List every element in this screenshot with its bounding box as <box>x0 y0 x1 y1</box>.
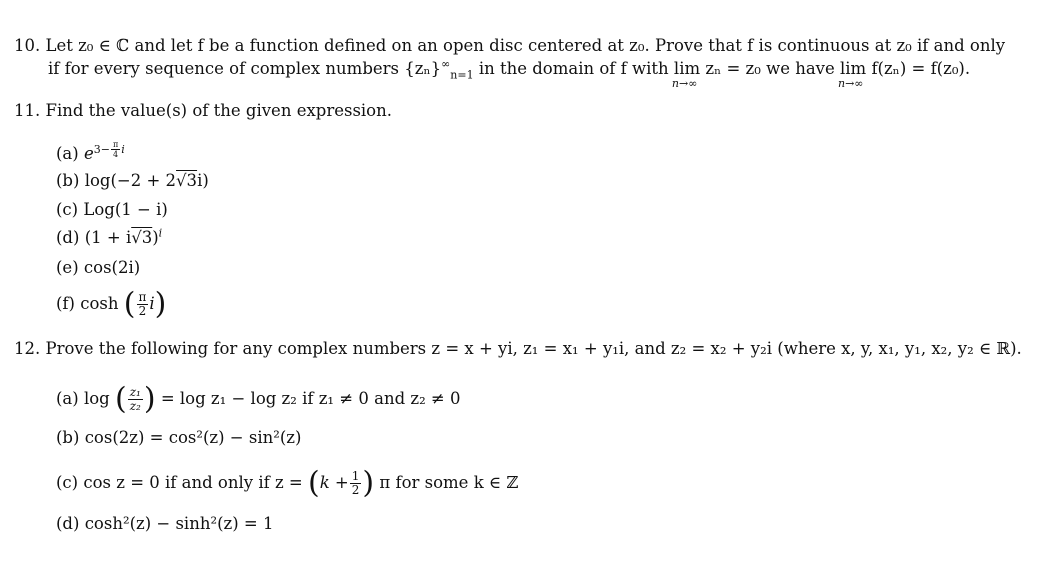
problem-11a <box>56 140 125 164</box>
problem-11c <box>56 200 168 220</box>
problem-10-line-1 <box>14 36 1005 56</box>
problem-11b <box>56 171 209 191</box>
item-label: (d) <box>56 514 80 533</box>
frac-den: 2 <box>138 304 147 318</box>
item-label: (c) <box>56 473 79 492</box>
right-paren: ) <box>154 286 167 322</box>
problem-10-text-1: Let z₀ ∈ ℂ and let f be a function defined on an open disc centered at z₀. Prove that f is continuous at z₀ if and only <box>45 36 1006 55</box>
sequence-sup: ∞ <box>441 57 451 71</box>
problem-10-text-2d: f(zₙ) = f(z₀). <box>866 59 971 78</box>
exp-fraction <box>111 140 120 159</box>
expr-part: π for some k ∈ ℤ <box>379 473 519 492</box>
frac-den: 4 <box>113 150 119 159</box>
item-label: (d) <box>56 228 80 247</box>
limit-1-under: n→∞ <box>671 77 698 90</box>
problem-12-text: Prove the following for any complex numbers z = x + yi, z₁ = x₁ + y₁i, and z₂ = x₂ + y₂i (where x, y, x₁, y₁, x₂, y₂ ∈ ℝ). <box>45 339 1022 358</box>
problem-10-line-2 <box>48 57 971 90</box>
problem-12b <box>56 428 301 448</box>
fraction <box>350 470 362 497</box>
limit-2 <box>838 59 867 90</box>
item-label: (b) <box>56 428 80 447</box>
limit-1-label: lim <box>673 59 701 78</box>
fraction <box>128 386 143 413</box>
problem-10-text-2b: in the domain of f with <box>473 59 674 78</box>
k-term: k + <box>319 473 349 492</box>
frac-num: 1 <box>351 469 360 483</box>
problem-10-text-2a: if for every sequence of complex numbers {zₙ} <box>48 59 442 78</box>
log: log <box>83 389 110 408</box>
exp-base: e <box>83 144 94 163</box>
expr: Log(1 − i) <box>83 200 168 219</box>
frac-num: π <box>138 290 147 304</box>
left-paren: ( <box>115 381 127 417</box>
frac-num: z₁ <box>129 385 141 399</box>
right-paren: ) <box>143 381 156 417</box>
exp-tail: i <box>121 142 125 156</box>
expr: cosh²(z) − sinh²(z) = 1 <box>84 514 274 533</box>
expr: cosh <box>80 294 119 313</box>
expr: = log z₁ − log z₂ if z₁ ≠ 0 and z₂ ≠ 0 <box>160 389 461 408</box>
sqrt: √3 <box>131 228 153 247</box>
expr-part: i) <box>197 171 209 190</box>
exp-part: 3− <box>93 142 110 156</box>
problem-10-text-2c: zₙ = z₀ we have <box>700 59 840 78</box>
problem-11-number: 11. <box>14 101 41 120</box>
right-paren: ) <box>362 465 375 501</box>
problem-12a <box>56 381 461 417</box>
expr: cos(2i) <box>83 258 141 277</box>
problem-11d <box>56 228 162 248</box>
problem-12c <box>56 465 519 501</box>
limit-1 <box>671 59 701 90</box>
exp-exponent <box>93 140 125 159</box>
expr-tail: i <box>149 294 155 313</box>
frac-den: z₂ <box>129 399 141 413</box>
problem-11-text: Find the value(s) of the given expression. <box>45 101 392 120</box>
exp: i <box>158 226 163 240</box>
item-label: (b) <box>56 171 80 190</box>
expr-part: (1 + i <box>84 228 132 247</box>
item-label: (e) <box>56 258 79 277</box>
expr-part: log(−2 + 2 <box>84 171 177 190</box>
frac-den: 2 <box>351 483 360 497</box>
problem-12-number: 12. <box>14 339 41 358</box>
sequence-sub: n=1 <box>450 68 474 82</box>
problem-10-number: 10. <box>14 36 41 55</box>
item-label: (a) <box>56 144 79 163</box>
left-paren: ( <box>123 286 136 322</box>
expr-part: ) <box>152 228 159 247</box>
fraction <box>136 291 148 318</box>
expr: cos(2z) = cos²(z) − sin²(z) <box>84 428 302 447</box>
left-paren: ( <box>307 465 320 501</box>
problem-12d <box>56 514 273 534</box>
limit-2-under: n→∞ <box>838 77 864 90</box>
expr-part: cos z = 0 if and only if z = <box>83 473 303 492</box>
frac-num: π <box>112 140 119 149</box>
item-label: (c) <box>56 200 79 219</box>
problem-11-heading <box>14 101 392 121</box>
item-label: (f) <box>56 294 75 313</box>
problem-11f <box>56 286 167 322</box>
problem-12-heading <box>14 339 1022 359</box>
sqrt: √3 <box>176 171 198 190</box>
problem-11e <box>56 258 140 278</box>
limit-2-label: lim <box>840 59 867 78</box>
item-label: (a) <box>56 389 79 408</box>
